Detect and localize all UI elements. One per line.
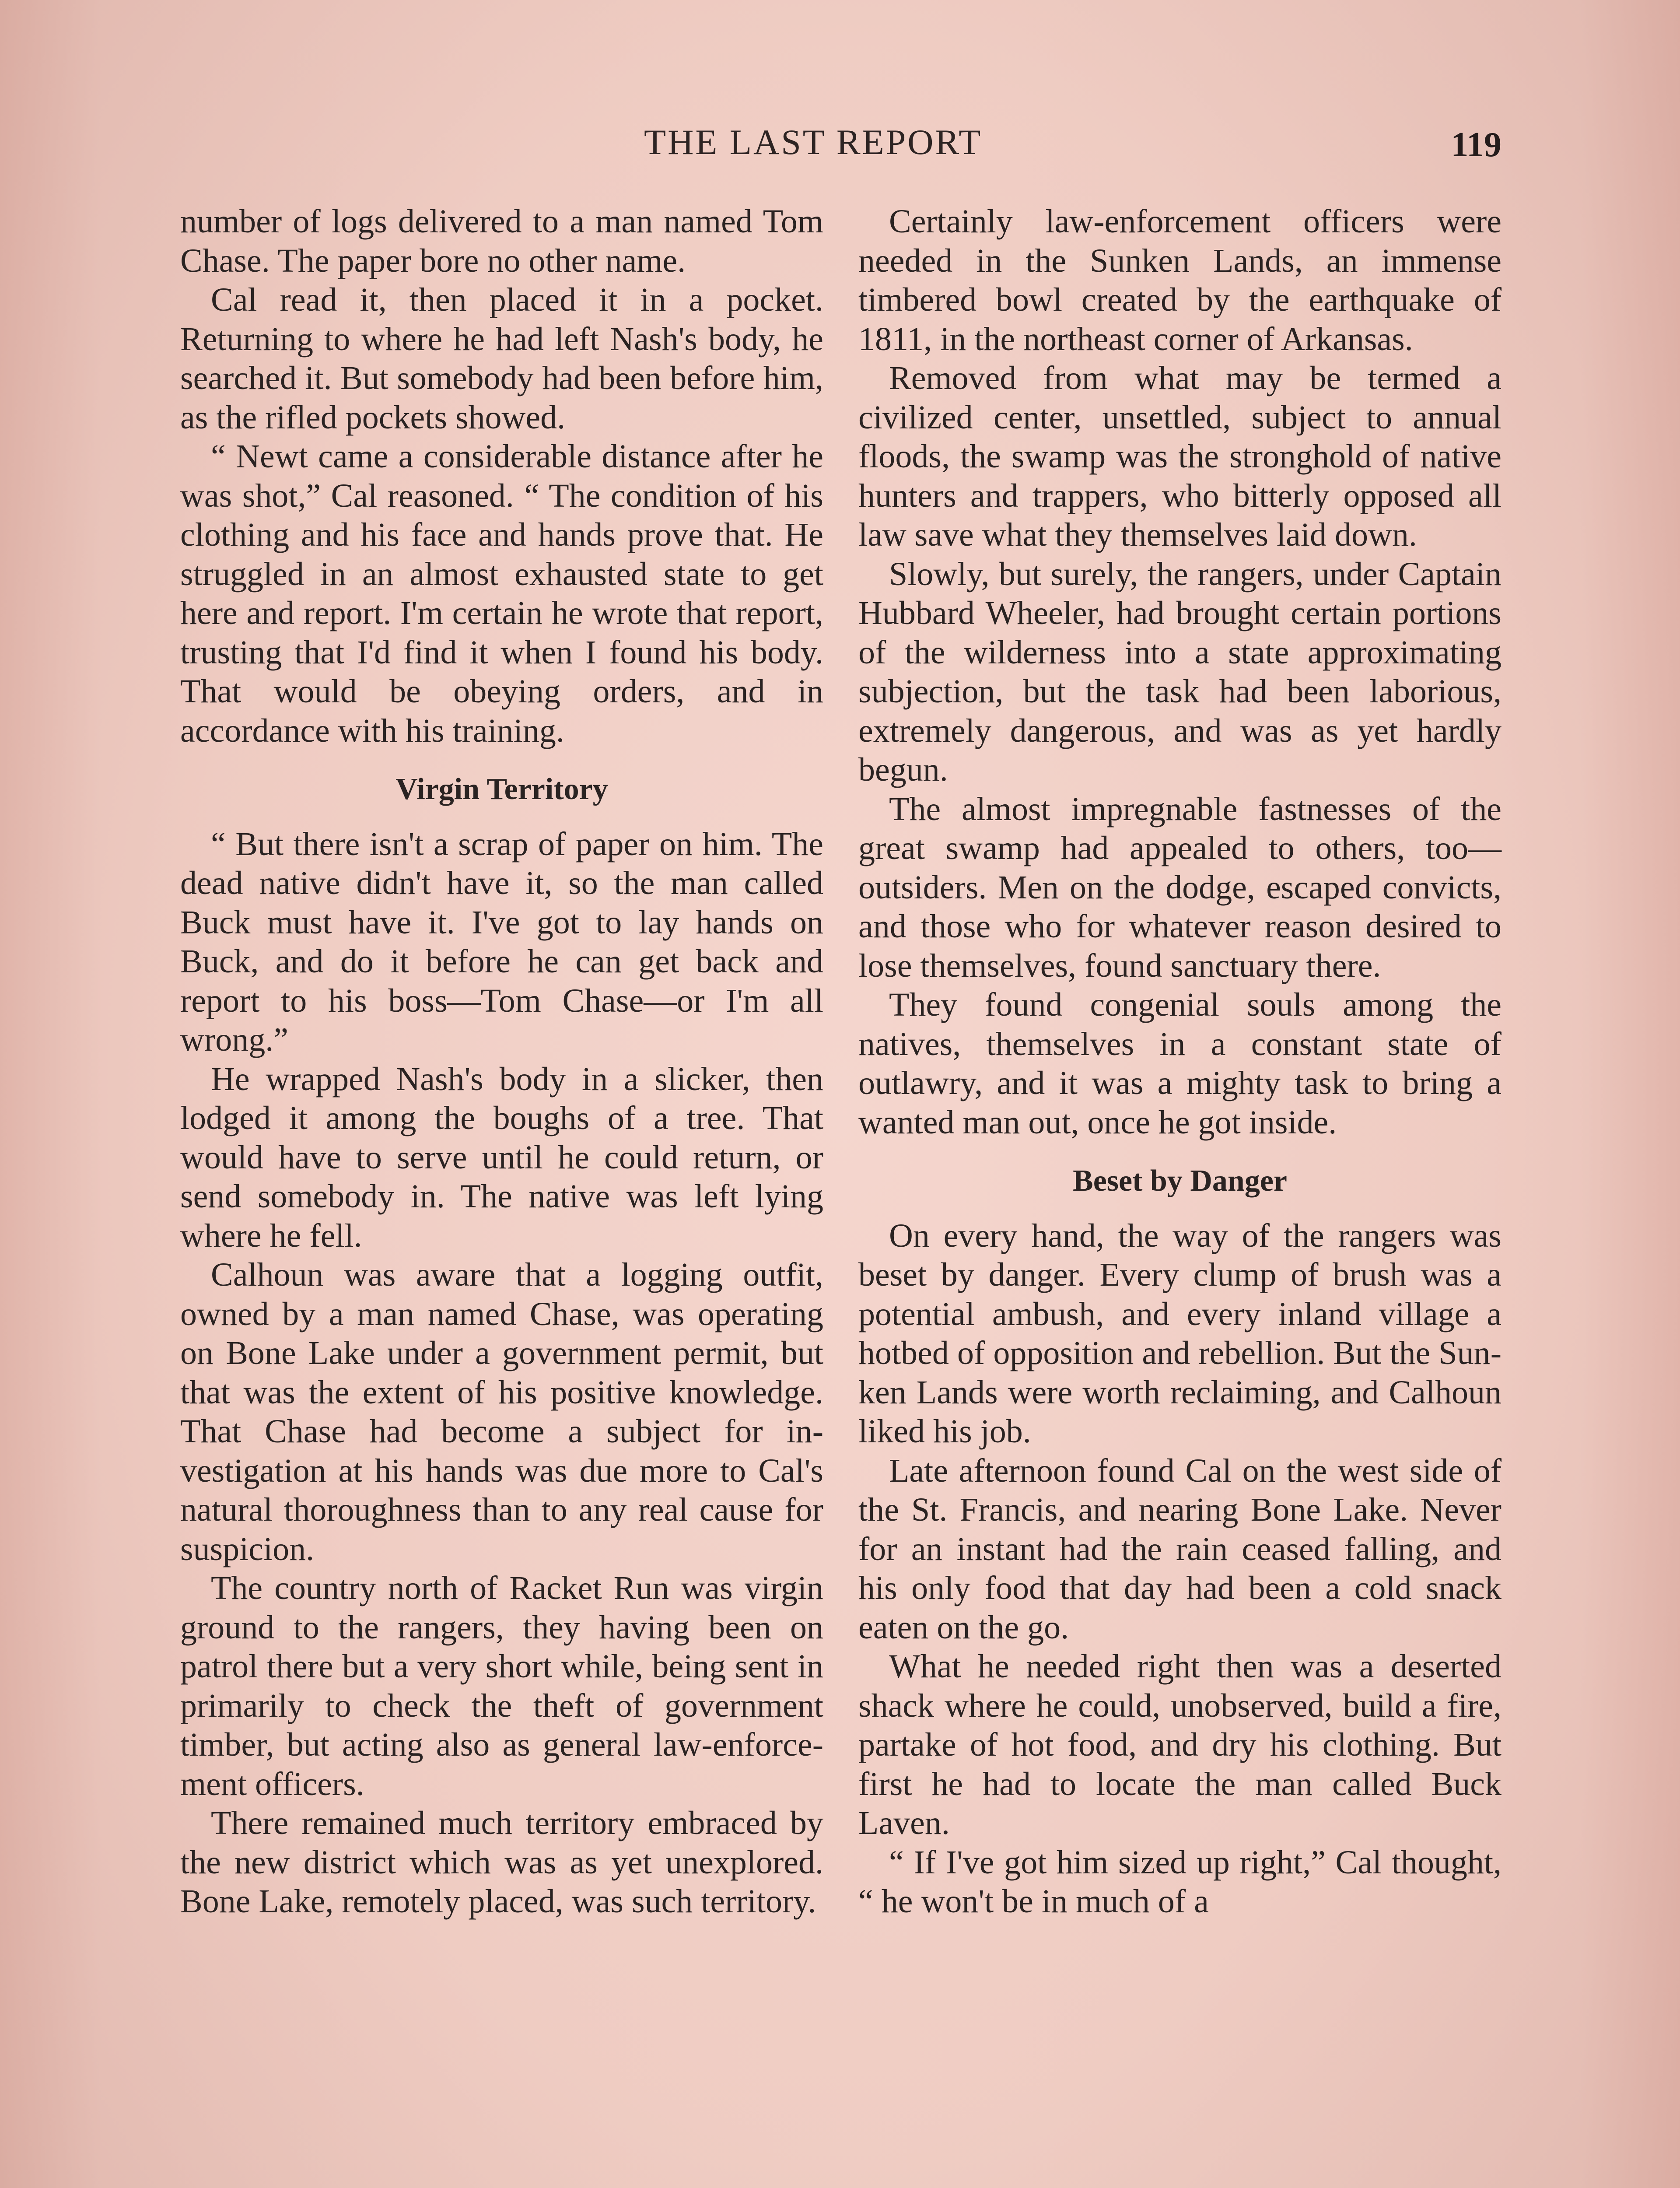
- paragraph: He wrapped Nash's body in a slicker, then lodged it among the boughs of a tree. That would have to serve until he could return, or send somebody in. The native was left lying where he fell.: [180, 1060, 823, 1254]
- paragraph: Certainly law-enforcement officers were needed in the Sunken Lands, an immense timbered bowl created by the earthquake of 1811, in the northeast corner of Arkansas.: [858, 203, 1502, 358]
- paragraph: Slowly, but surely, the rangers, under Captain Hubbard Wheeler, had brought certain portions of the wilderness into a state approximating subjection, but the task had been laborious, extremely dangerous, and was as yet hardly begun.: [858, 555, 1502, 788]
- left-column: [180, 202, 823, 1922]
- paragraph: Cal read it, then placed it in a pocket. Returning to where he had left Nash's body, he searched it. But somebody had been before him, as the rifled pockets showed.: [180, 281, 823, 436]
- section-heading-beset-by-danger: Beset by Danger: [1073, 1164, 1287, 1198]
- paragraph: “ Newt came a considerable distance after he was shot,” Cal reasoned. “ The condition of his clothing and his face and hands prove that. He struggled in an almost exhausted state to get here and report. I'm certain he wrote that report, trusting that I'd find it when I found his body. That would be obeying orders, and in accordance with his training.: [180, 438, 823, 749]
- paragraph: They found congenial souls among the natives, themselves in a constant state of outlawry, and it was a mighty task to bring a wanted man out, once he got inside.: [858, 986, 1502, 1141]
- paragraph: There remained much territory embraced by the new district which was as yet unexplored. Bone Lake, remotely placed, was such territory.: [180, 1805, 823, 1920]
- paragraph: What he needed right then was a deserted shack where he could, unobserved, build a fire, partake of hot food, and dry his clothing. But first he had to locate the man called Buck Laven.: [858, 1648, 1502, 1841]
- paragraph: number of logs delivered to a man named Tom Chase. The paper bore no other name.: [180, 203, 823, 279]
- page-header: [180, 122, 1502, 174]
- paragraph: Calhoun was aware that a logging outfit, owned by a man named Chase, was operating on Bone Lake under a government permit, but that was the extent of his positive knowledge. That Chase had become a subject for investigation at his hands was due more to Cal's natural thoroughness than to any real cause for suspicion.: [180, 1256, 823, 1567]
- right-column: [858, 202, 1502, 1922]
- paragraph: The almost impregnable fastnesses of the great swamp had appealed to others, too—outsiders. Men on the dodge, escaped convicts, and those who for whatever reason desired to lose themselves, found sanctuary there.: [858, 790, 1502, 984]
- paragraph: “ If I've got him sized up right,” Cal thought, “ he won't be in much of a: [858, 1844, 1502, 1920]
- running-title: THE LAST REPORT: [644, 122, 983, 162]
- paragraph: “ But there isn't a scrap of paper on him. The dead native didn't have it, so the man called Buck must have it. I've got to lay hands on Buck, and do it before he can get back and report to his boss—Tom Chase—or I'm all wrong.”: [180, 825, 823, 1058]
- paragraph: The country north of Racket Run was virgin ground to the rangers, they having been on patrol there but a very short while, being sent in primarily to check the theft of government timber, but acting also as general law-enforcement officers.: [180, 1570, 823, 1802]
- page-number: 119: [1451, 126, 1502, 164]
- paragraph: On every hand, the way of the rangers was beset by danger. Every clump of brush was a potential ambush, and every inland village a hotbed of opposition and rebellion. But the Sunken Lands were worth reclaiming, and Calhoun liked his job.: [858, 1217, 1502, 1450]
- paragraph: Removed from what may be termed a civilized center, unsettled, subject to annual floods, the swamp was the stronghold of native hunters and trappers, who bitterly opposed all law save what they themselves laid down.: [858, 360, 1502, 553]
- paragraph: Late afternoon found Cal on the west side of the St. Francis, and nearing Bone Lake. Never for an instant had the rain ceased falling, and his only food that day had been a cold snack eaten on the go.: [858, 1452, 1502, 1646]
- section-heading-virgin-territory: Virgin Territory: [396, 772, 608, 806]
